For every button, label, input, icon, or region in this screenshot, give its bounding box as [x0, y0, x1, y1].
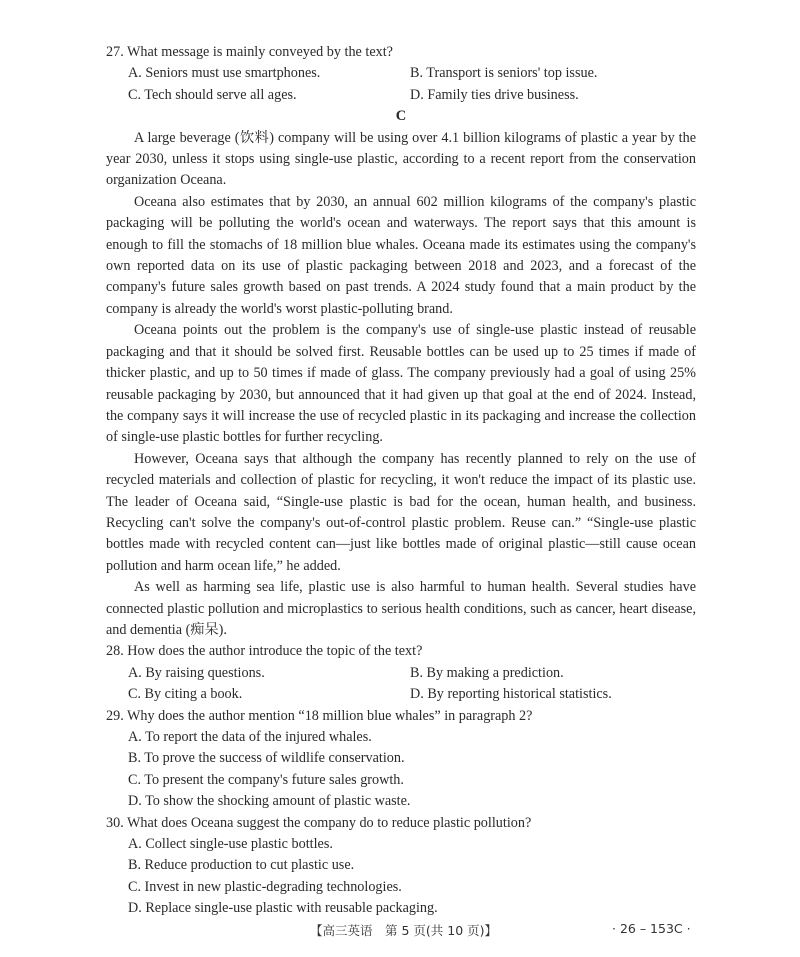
question-stem: 28. How does the author introduce the topic of the text? — [106, 643, 423, 660]
question-stem: 27. What message is mainly conveyed by the text? — [106, 44, 393, 60]
exam-code: · 26 – 153C · — [612, 921, 691, 936]
paragraph-4: However, Oceana says that although the company has recently planned to rely on the use of recycled materials and collection of plastic for recycling, it won't reduce the impact of its plastic use. The leader of Oceana said, “Single-use plastic is bad for the ocean, human health, and business. Recycling can't solve the company's out-of-control plastic problem. Reuse can.” “Single-use plastic bottles made with recycled content can—just like bottles made of original plastic—still cause ocean pollution and harm ocean life,” he added. — [106, 450, 696, 574]
option-a: A. Collect single-use plastic bottles. — [128, 836, 333, 853]
paragraph-2: Oceana also estimates that by 2030, an annual 602 million kilograms of the company's plastic packaging will be polluting the world's ocean and waterways. The report says that this amount is enough to fill the stomachs of 18 million blue whales. Oceana made its estimates using the company's own reported data on its use of plastic packaging between 2018 and 2023, and a forecast of the company's future sales growth based on past trends. A 2024 study found that a main product by the company is already the world's worst plastic-polluting brand. — [106, 193, 696, 317]
option-d: D. Family ties drive business. — [410, 86, 579, 103]
option-d: D. Replace single-use plastic with reusable packaging. — [128, 900, 438, 917]
page-info: 【高三英语 第 5 页(共 10 页)】 — [310, 923, 498, 938]
question-29 — [106, 706, 696, 813]
question-30 — [106, 813, 696, 920]
options — [106, 834, 696, 920]
question-stem: 29. Why does the author mention “18 million blue whales” in paragraph 2? — [106, 707, 533, 724]
paragraph-5: As well as harming sea life, plastic use is also harmful to human health. Several studies have connected plastic pollution and microplastics to serious health conditions, such as cancer, heart disease, and dementia (痴呆). — [106, 579, 696, 638]
exam-page — [106, 42, 696, 920]
options — [106, 663, 696, 706]
paragraph-3: Oceana points out the problem is the company's use of single-use plastic instead of reusable packaging and that it should be solved first. Reusable bottles can be used up to 25 times if made of thicker plastic, and up to 50 times if made of glass. The company previously had a goal of using 25% reusable packaging by 2030, but announced that it had given up that goal at the end of 2024. Instead, the company says it will increase the use of recycled plastic in its packaging and increase the collection of single-use plastic bottles for further recycling. — [106, 322, 696, 446]
option-b: B. By making a prediction. — [410, 664, 564, 681]
option-c: C. By citing a book. — [128, 686, 243, 703]
option-d: D. By reporting historical statistics. — [410, 686, 612, 703]
option-c: C. To present the company's future sales growth. — [128, 771, 404, 788]
question-28 — [106, 641, 696, 705]
option-b: B. Transport is seniors' top issue. — [410, 65, 598, 82]
question-27 — [106, 42, 696, 106]
option-d: D. To show the shocking amount of plastic waste. — [128, 793, 411, 810]
option-b: B. Reduce production to cut plastic use. — [128, 857, 355, 874]
passage — [106, 128, 696, 642]
option-a: A. By raising questions. — [128, 664, 265, 681]
options — [106, 63, 696, 106]
option-c: C. Invest in new plastic-degrading technologies. — [128, 878, 402, 895]
option-b: B. To prove the success of wildlife conservation. — [128, 750, 405, 767]
options — [106, 727, 696, 813]
question-stem: 30. What does Oceana suggest the company do to reduce plastic pollution? — [106, 814, 532, 831]
option-c: C. Tech should serve all ages. — [128, 86, 297, 103]
option-a: A. To report the data of the injured whales. — [128, 729, 372, 745]
paragraph-1: A large beverage (饮料) company will be using over 4.1 billion kilograms of plastic a year by the year 2030, unless it stops using single-use plastic, according to a recent report from the conservation organization Oceana. — [106, 129, 696, 189]
section-label: C — [395, 108, 407, 125]
option-a: A. Seniors must use smartphones. — [128, 65, 321, 82]
